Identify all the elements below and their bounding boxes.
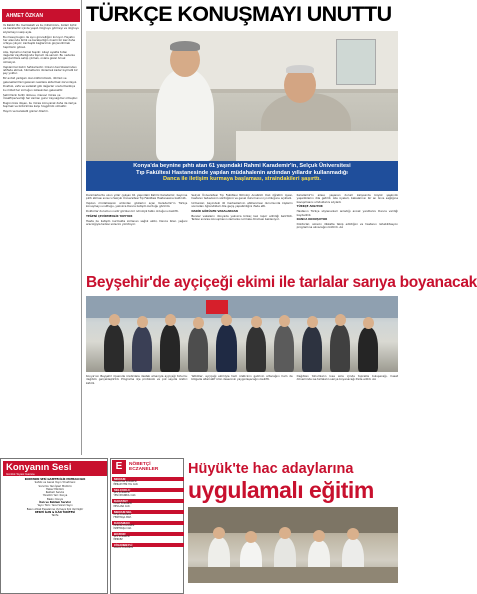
text-column [191,375,292,455]
logo-tagline: Günlük Siyasi Gazete [6,472,35,476]
subheading: TÜRKÇE ANLIYOR [296,204,323,209]
paragraph: Yetkililer, ayçiçeği ekimiyle hem üreticinin gelirinin artacağını hem de bölgede alternatif ürün deseninin yaygınlaşacağını belirtti. [191,374,293,382]
subheading: NADİR GÖRÜLEN VAKALARDAN [191,209,238,214]
column-paragraph: Hayırlı ve bereketli günler dilerim. [3,109,49,114]
pharmacy-line: ÇAĞLAYAN ECZANESİ [113,480,137,484]
paragraph: Uzmanlar, beyindeki dil merkezlerinin etkilenmesi durumunda kişilerin sonradan öğrendikleri dile geçiş yapabildiğini ifade etti. [191,201,293,209]
text-column [191,194,292,272]
hospital-photo [86,31,398,161]
pharmacy-line: ŞİFA ECZANESİ [113,491,130,495]
region-label: KARAMAN [112,521,184,525]
headline-line: Hüyük'te hac adaylarına [188,461,354,477]
flag [206,300,228,314]
caption-line: Tıp Fakültesi Hastanesinde yapılan müdahalenin ardından yıllardır kullanmadığı [136,169,348,176]
article1-body [86,194,398,272]
imprint-line: Yayın Türü: Yerel Süreli Yayın [37,504,73,508]
imprint-lines [4,478,106,518]
imprint-line: İlan ve Reklam Servisi [39,501,71,505]
subheading: YEĞENİ ÇEVİRMENLİK YAPIYOR [86,213,133,218]
pharmacy-line: MEVLANA CAD. [113,505,131,509]
columnist-section [0,0,82,455]
imprint-line: Sorumlu Yazı İşleri Müdürü [38,484,72,488]
paragraph: Benzer vakaların dünyada yalnızca birkaç kez rapor edildiği belirtildi. Tedavi sonrası konuşmanın zamanla normale dönmesi bekleniyor. [191,213,293,222]
region-label: MERAM SEL [112,510,184,514]
column-text [3,24,79,452]
pharmacy-line: MERKEZ [113,538,123,542]
text-column [297,375,398,455]
group-photo [86,296,398,372]
text-column [86,375,187,455]
imprint-line: Baskı: Konya [47,497,63,501]
pharmacy-line: DEVA ECZANESİ [113,513,132,517]
article2-body [86,375,398,455]
pharmacy-line: MERKEZ ECZANESİ [113,524,135,528]
pharmacy-line: FERİTPAŞA MAH. [113,516,132,520]
logo-text: Konyanın Sesi [6,462,72,473]
pharmacy-line: ŞİFA ECZANESİ [113,535,130,539]
imprint-line: Haber Müdürü [46,487,64,491]
paragraph: Hastanın Türkçe söylenenleri anladığı ancak yanıtlarını Danca verdiği kaydedildi. [296,209,398,217]
paragraph: Doktorlar, sürecin dikkatle takip edildiğini ve hastanın rehabilitasyon programına alınacağını bildirdi. AA [296,221,398,230]
caption-line-highlight: Danca ile iletişim kurmaya başlaması, straindakileri şaşırttı. [163,176,321,183]
imprint-line: Sahibi ve Genel Yayın Yönetmeni [34,481,76,485]
pharmacy-header [112,460,184,474]
pharmacy-title [129,462,158,472]
region-label: BOZKIR [112,532,184,536]
paragraph: Selçuk Üniversitesi Tıp Fakültesi Nöroloji Anabilim Dalı öğretim üyesi, hastanın tedavisinin sürdüğünü ve genel durumunun iyi olduğunu açıkladı. [191,193,293,201]
paragraph: Danimarka'da uzun yıllar çalışan 61 yaşındaki Rahmi Karademir, beynine pıhtı atması sonucu Selçuk Üniversitesi Tıp Fakültesi Hastanesine kaldırıldı. [86,193,188,201]
imprint-line: Yönetim Yeri: Konya [42,494,68,498]
region-label: SELÇUKLU [112,488,184,492]
imprint-line: Basın Ahlak Esaslarına Uymaya Söz Vermiştir [26,507,84,511]
photo-caption [86,161,398,191]
main-headline: TÜRKÇE KONUŞMAYI UNUTTU [86,2,392,26]
column-paragraph: Bu mesaj bugün de aynı güncelliğini koruyor. Hayatın her alanında birlik ve beraberliğin önemi bir kez daha ortaya çıkıyor; kardeşlik bağlarımızı güçlendirmek hepimizin görevi. [3,34,76,49]
caption-line: Konya'da beynine pıhtı atan 61 yaşındaki Rahmi Karademir'in, Selçuk Üniversitesi [133,163,351,169]
paragraph: Konya'nın Beyşehir ilçesinde üreticilere destek amacıyla ayçiçeği tohumu dağıtımı gerçekleştirildi. Programa ilçe protokolü ve çok sayıda üretici katıldı. [86,374,188,385]
imprint-line: Tarife [51,514,59,518]
text-column [297,194,398,272]
pharmacy-line: HAYAT ECZANESİ [113,502,132,506]
headline-line: uygulamalı eğitim [188,477,374,503]
column-paragraph: Yaşlılarımız bizim hafızamızdır. Onların tecrübelerinden istifade etmek, hikmetlerini dinlemek kadar kıymetli bir şey yoktur. [3,64,78,76]
masthead-box [0,458,108,594]
column-paragraph: Ya Rabbi! Bu memleketi ve bu milleti koru, bizleri birlik ve beraberlik içinde yaşat. Doğruyu görmeyi ve doğruyu söylemeyi nasip eyle. [3,23,80,34]
pharmacy-list [112,476,184,550]
newspaper-logo [3,461,107,476]
imprint-line: KONYANIN SESİ GAZETECİLİK MATBAACILIK [24,478,86,481]
pharmacy-title-line: ECZANELER [129,467,159,472]
imprint-line: Reklam Servisi [45,491,65,495]
paragraph: Hasta ile iletişim kurmakta zorlanan sağlık ekibi, Danca bilen yeğeni aracılığıyla tedavi sürecini yürütüyor. [86,218,188,226]
subheading: DANCA KONUŞUYOR [296,217,328,222]
column-paragraph: Aile, toplumun temel taşıdır. Aileyi ayakta tutan değerler zayıfladığında toplum da sarsılır. Bu nedenle gençlerimize sahip çıkmalı, onlara güzel örnek olmalıyız. [3,49,75,64]
author-name: AHMET ÖZKAN [2,9,80,22]
column-paragraph: Bir ecdat yadigarı olan kültürümüzü, dilimizi ve geleneklerimizi gelecek nesillere aktarmak zorundayız. [3,76,77,84]
pharmacy-line: İSMETPAŞA CAD. [113,527,132,531]
pharmacy-e-icon: E [112,460,126,474]
pharmacy-box [110,458,184,594]
pharmacy-title-line: NÖBETÇİ [129,461,151,467]
paragraph: Yapılan müdahalenin ardından gözlerini açan Karademir'in Türkçe konuşmayı unuttuğu, yalnızca Danca iletişim kurduğu görüldü. [86,201,188,209]
column-paragraph: Şehrimizin tarihi dokusu, manevi mirası ve misafirperverliği her zaman gurur kaynağımız olmuştur. [3,92,78,101]
region-label: KARATAY [112,499,184,503]
imprint-line: RESMİ İLAN & İLAN TARİFESİ [34,510,76,514]
pharmacy-line: YENİ İSTANBUL CAD. [113,494,136,498]
column-paragraph: Bugün bize düşen, bu mirası koruyarak daha da ileriye taşımak ve birbirimize karşı hoşgörülü olmaktır. [3,101,77,109]
pharmacy-line: SAĞLIK ECZANESİ [113,546,134,550]
training-photo [188,507,398,583]
beysehir-headline: Beyşehir'de ayçiçeği ekimi ile tarlalar sarıya boyanacak [86,274,477,291]
paragraph: Karademir'in ailesi, yaşanan durum karşısında büyük şaşkınlık yaşadıklarını dile getirdi. Aile üyeleri, babalarının bir an önce sağlığına kavuşmasını umduklarını söyledi. [296,193,398,204]
doctor-figure [156,69,214,161]
text-column [86,194,187,272]
column-paragraph: Dostluk, vefa ve sadakat gibi değerler unutulmadıkça bu millet her zorluğun üstesinden gelecektir. [3,84,76,92]
region-label: MERAM [112,477,184,481]
pharmacy-line: MERAM YENİ YOL CAD. [113,483,139,487]
paragraph: Doktorlar durumun nadir görülen bir nörolojik tablo olduğunu belirtti. [86,209,179,214]
huyuk-headline [188,461,398,503]
paragraph: Dağıtılan tohumların kısa süre içinde toprakla buluşacağı, hasat döneminde ise tarlaların sarıya boyanacağı ifade edildi. AA [296,374,398,382]
region-label: CİHANBEYLİ [112,543,184,547]
